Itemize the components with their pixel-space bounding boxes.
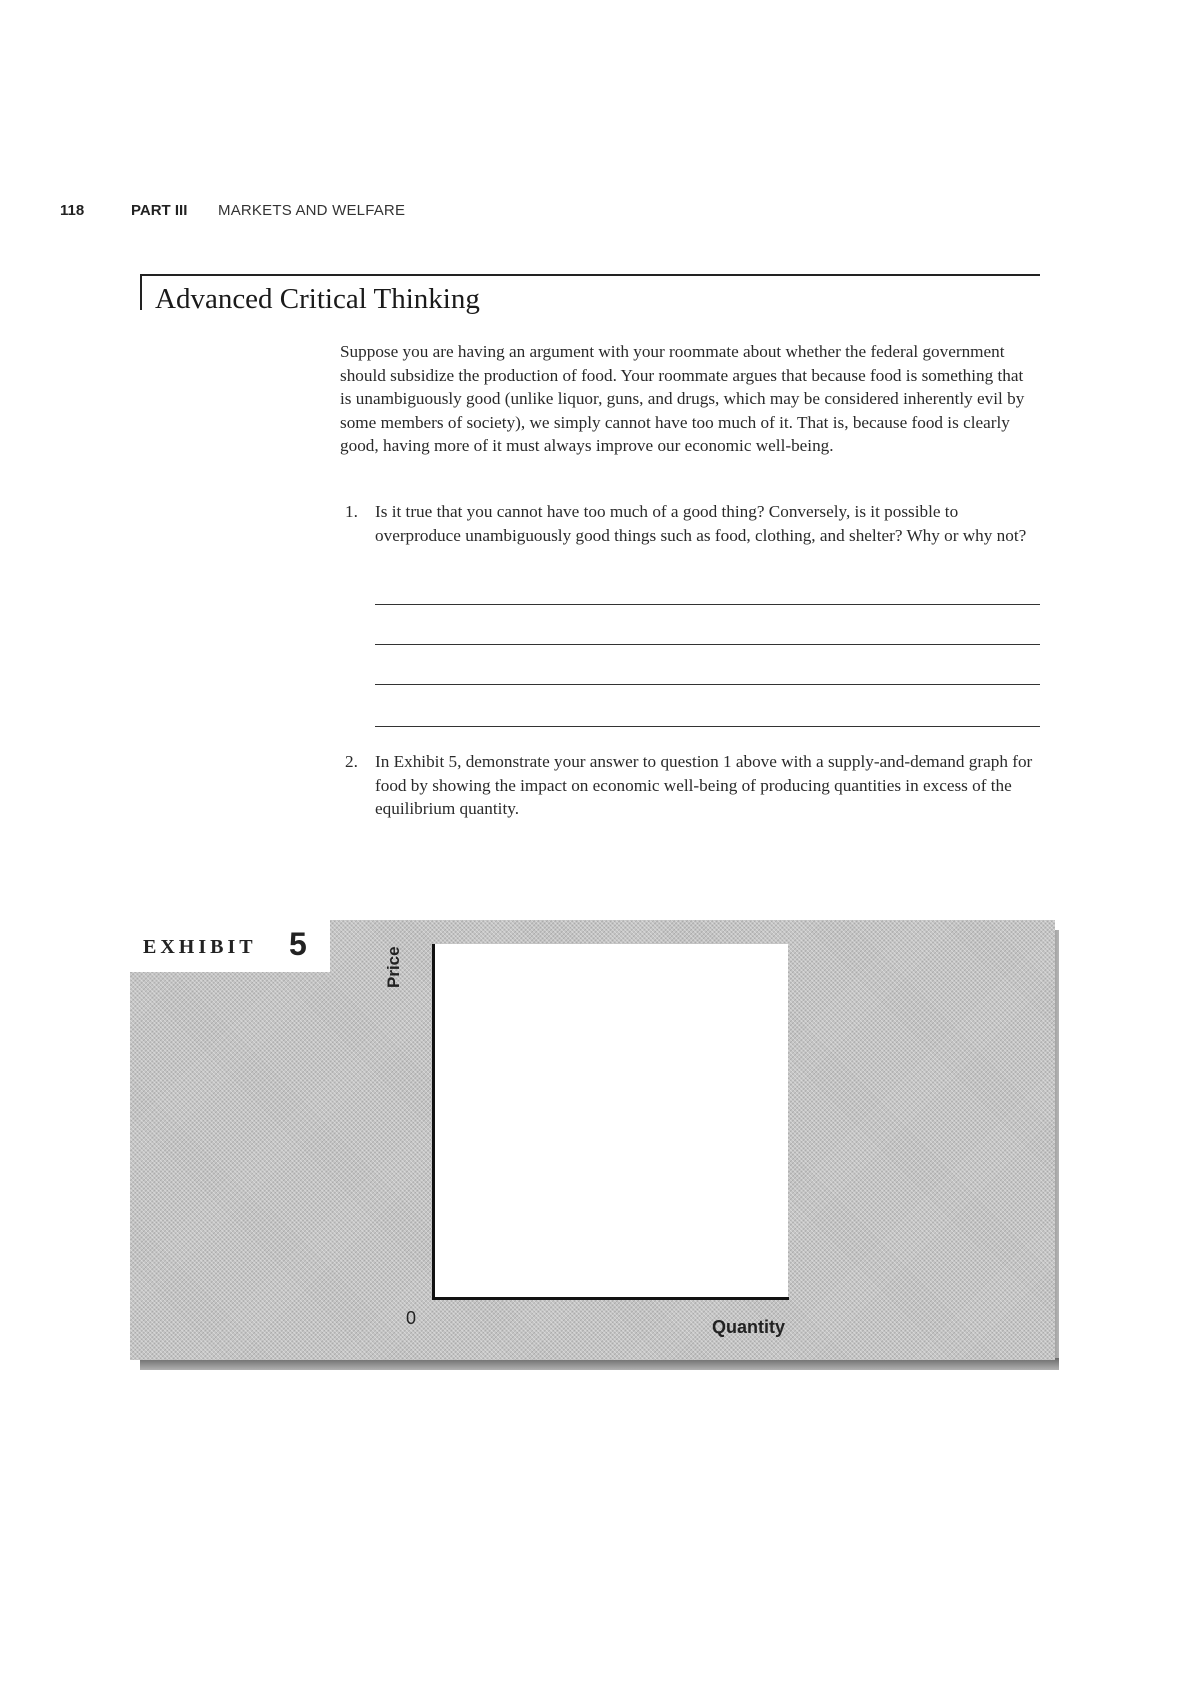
question-1 xyxy=(345,500,1035,547)
answer-line-4[interactable] xyxy=(375,726,1040,727)
exhibit-label: EXHIBIT xyxy=(143,936,257,958)
x-axis-label: Quantity xyxy=(712,1317,786,1337)
graph-drawing-area[interactable] xyxy=(434,944,788,1298)
section-rule-tick xyxy=(140,274,142,310)
question-2-text: In Exhibit 5, demonstrate your answer to question 1 above with a supply-and-demand graph for food by showing the impact on economic well-being of producing quantities in excess of the equilibrium quantity. xyxy=(375,752,1033,818)
question-2 xyxy=(345,750,1035,821)
intro-paragraph: Suppose you are having an argument with your roommate about whether the federal government should subsidize the production of food. Your roommate argues that because food is something that is unambiguously good (unlike liquor, guns, and drugs, which may be considered inherently evil by some members of society), we simply cannot have too much of it. That is, because food is clearly good, having more of it must always improve our economic well-being. xyxy=(340,342,1025,455)
exhibit-number: 5 xyxy=(289,926,307,962)
y-axis xyxy=(432,944,435,1300)
answer-line-3[interactable] xyxy=(375,684,1040,685)
part-title: MARKETS AND WELFARE xyxy=(218,202,406,219)
section-title: Advanced Critical Thinking xyxy=(155,283,480,315)
section-rule xyxy=(140,274,1040,276)
answer-line-2[interactable] xyxy=(375,644,1040,645)
question-1-text: Is it true that you cannot have too much of a good thing? Conversely, is it possible to overproduce unambiguously good things such as food, clothing, and shelter? Why or why not? xyxy=(375,502,1027,545)
answer-line-1[interactable] xyxy=(375,604,1040,605)
origin-label: 0 xyxy=(406,1308,417,1328)
page-number: 118 xyxy=(60,202,85,219)
part-label: PART III xyxy=(131,202,188,219)
x-axis xyxy=(432,1297,789,1300)
y-axis-label: Price xyxy=(384,946,403,988)
question-2-number: 2. xyxy=(345,752,358,771)
question-1-number: 1. xyxy=(345,502,358,521)
